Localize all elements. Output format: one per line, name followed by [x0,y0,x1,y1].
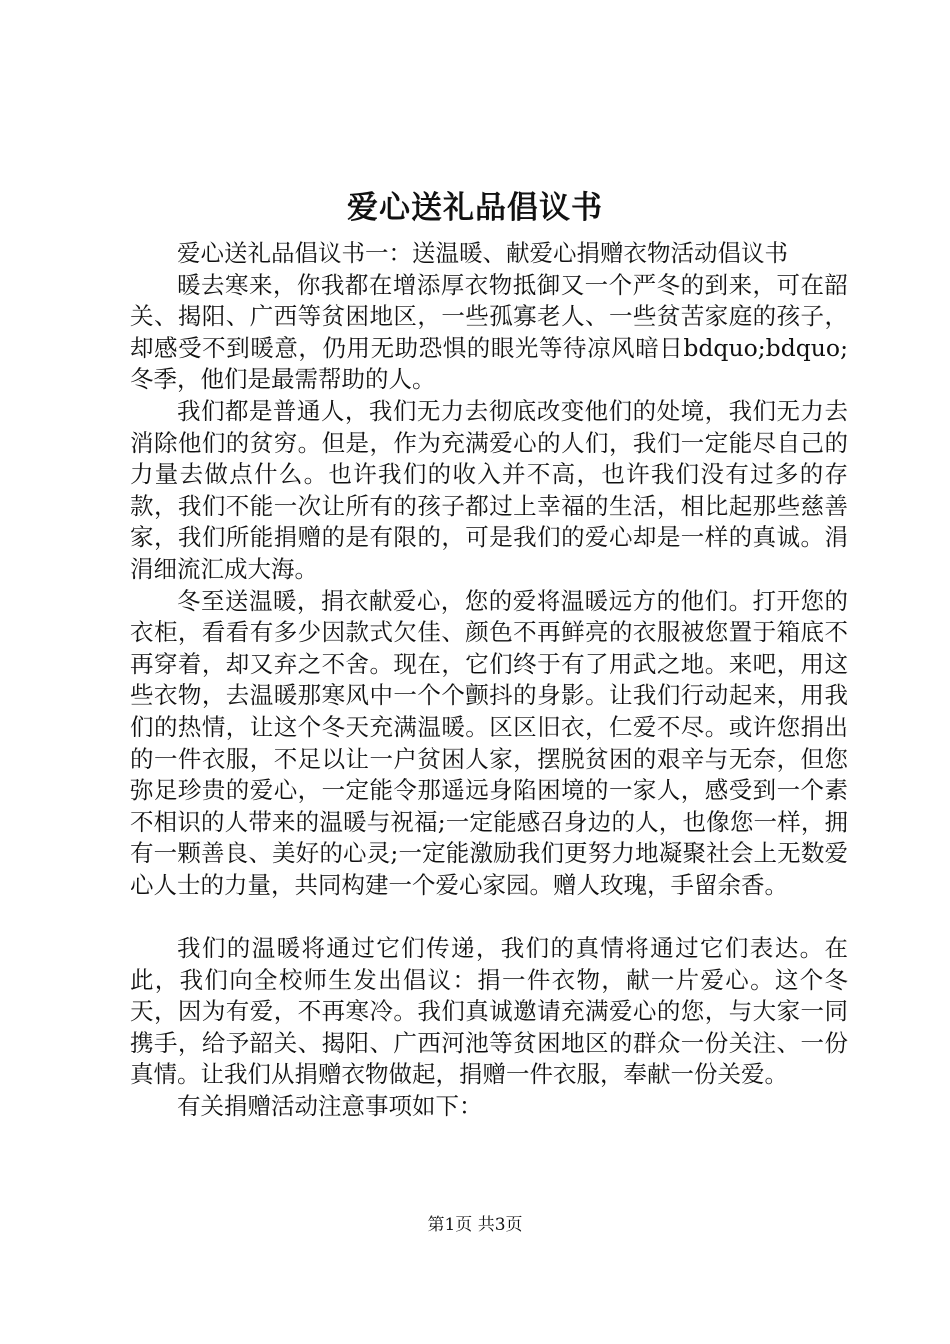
paragraph-subtitle: 爱心送礼品倡议书一：送温暖、献爱心捐赠衣物活动倡议书 [177,239,788,267]
paragraph-winter-warmth: 冬至送温暖，捐衣献爱心，您的爱将温暖远方的他们。打开您的衣柜，看看有多少因款式欠佳、颜色不再鲜亮的衣服被您置于箱底不再穿着，却又弃之不舍。现在，它们终于有了用武之地。来吧，用这些衣物，去温暖那寒风中一个个颤抖的身影。让我们行动起来，用我们的热情，让这个冬天充满温暖。区区旧衣，仁爱不尽。或许您捐出的一件衣服，不足以让一户贫困人家，摆脱贫困的艰辛与无奈，但您弥足珍贵的爱心，一定能令那遥远身陷困境的一家人，感受到一个素不相识的人带来的温暖与祝福;一定能感召身边的人，也像您一样，拥有一颗善良、美好的心灵;一定能激励我们更努力地凝聚社会上无数爱心人士的力量，共同构建一个爱心家园。赠人玫瑰，手留余香。 [130,586,848,899]
paragraph-proposal: 我们的温暖将通过它们传递，我们的真情将通过它们表达。在此，我们向全校师生发出倡议：捐一件衣物，献一片爱心。这个冬天，因为有爱，不再寒冷。我们真诚邀请充满爱心的您，与大家一同携手，给予韶关、揭阳、广西河池等贫困地区的群众一份关注、一份真情。让我们从捐赠衣物做起，捐赠一件衣服，奉献一份关爱。 [130,934,848,1089]
paragraph-intro: 暖去寒来，你我都在增添厚衣物抵御又一个严冬的到来，可在韶关、揭阳、广西等贫困地区，一些孤寡老人、一些贫苦家庭的孩子，却感受不到暖意，仍用无助恐惧的眼光等待凉风暗日bdquo;bdquo;冬季，他们是最需帮助的人。 [130,270,848,394]
document-title: 爱心送礼品倡议书 [347,190,603,226]
document-body [130,238,848,1123]
paragraph-ordinary-people: 我们都是普通人，我们无力去彻底改变他们的处境，我们无力去消除他们的贫穷。但是，作为充满爱心的人们，我们一定能尽自己的力量去做点什么。也许我们的收入并不高，也许我们没有过多的存款，我们不能一次让所有的孩子都过上幸福的生活，相比起那些慈善家，我们所能捐赠的是有限的，可是我们的爱心却是一样的真诚。涓涓细流汇成大海。 [130,396,848,583]
page-footer: 第1页 共3页 [427,1215,523,1235]
paragraph-notes-heading: 有关捐赠活动注意事项如下： [177,1092,483,1121]
